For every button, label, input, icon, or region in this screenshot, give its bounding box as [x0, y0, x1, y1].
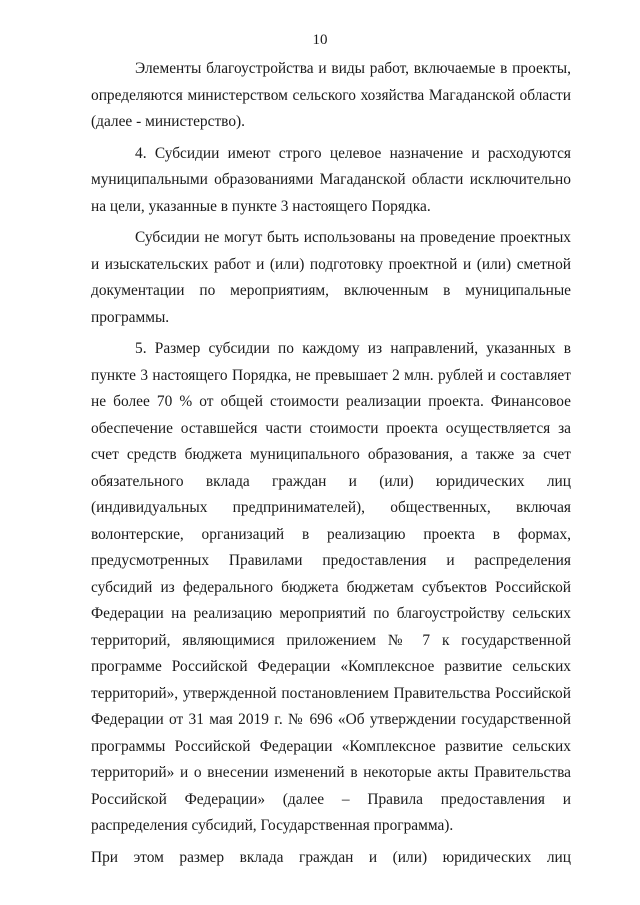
paragraph-subsidy-restrictions: Субсидии не могут быть использованы на проведение проектных и изыскательских работ и (или) подготовку проектной и (или) сметной документации по мероприятиям, включенным в муниципальные программы.	[91, 229, 571, 326]
document-body	[91, 56, 571, 876]
paragraph-clause-5: 5. Размер субсидии по каждому из направлений, указанных в пункте 3 настоящего Порядка, не превышает 2 млн. рублей и составляет не более 70 % от общей стоимости реализации проекта. Финансовое обеспечение оставшейся части стоимости проекта осуществляется за счет средств бюджета муниципального образования, а также за счет обязательного вклада граждан и (или) юридических лиц (индивидуальных предпринимателей), общественных, включая волонтерские, организаций в реализацию проекта в формах, предусмотренных Правилами предоставления и распределения субсидий из федерального бюджета бюджетам субъектов Российской Федерации на реализацию мероприятий по благоустройству сельских территорий, являющимися приложением № 7 к государственной программе Российской Федерации «Комплексное развитие сельских территорий», утвержденной постановлением Правительства Российской Федерации от 31 мая 2019 г. № 696 «Об утверждении государственной программы Российской Федерации «Комплексное развитие сельских территорий» и о внесении изменений в некоторые акты Правительства Российской Федерации» (далее – Правила предоставления и распределения субсидий, Государственная программа).	[91, 340, 571, 834]
paragraph-contribution-continued: При этом размер вклада граждан и (или) юридических лиц	[91, 848, 571, 866]
paragraph-landscaping-elements: Элементы благоустройства и виды работ, включаемые в проекты, определяются министерством сельского хозяйства Магаданской области (далее - министерство).	[91, 60, 571, 130]
page-number: 10	[312, 32, 328, 48]
paragraph-clause-4: 4. Субсидии имеют строго целевое назначение и расходуются муниципальными образованиями Магаданской области исключительно на цели, указанные в пункте 3 настоящего Порядка.	[91, 144, 571, 215]
